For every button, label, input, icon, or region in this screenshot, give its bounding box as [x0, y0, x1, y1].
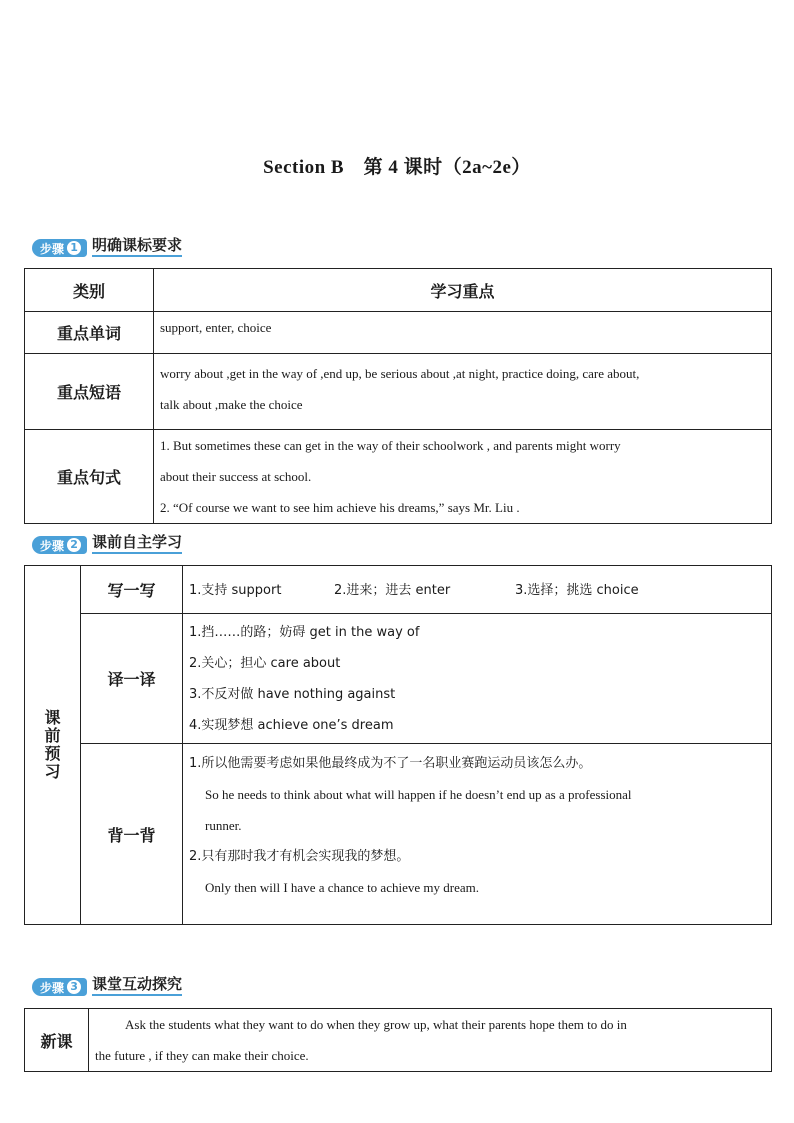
row-content: support, enter, choice	[154, 312, 772, 354]
row-content: worry about ,get in the way of ,end up, be serious about ,at night, practice doing, care about, talk about ,make the choice	[154, 354, 772, 430]
row-category: 重点短语	[25, 354, 154, 430]
translate-content: 1.挡……的路；妨碍 get in the way of 2.关心；担心 care about 3.不反对做 have nothing against 4.实现梦想 achieve one’s dream	[183, 614, 772, 744]
step-3-header	[32, 976, 182, 996]
study-focus-table	[24, 268, 772, 524]
translate-label: 译一译	[81, 614, 183, 744]
table-row	[25, 614, 772, 744]
step-title: 课堂互动探究	[92, 975, 182, 996]
row-category: 重点句式	[25, 430, 154, 524]
table-row	[25, 566, 772, 614]
recite-label: 背一背	[81, 744, 183, 925]
step-badge: 步骤 2	[32, 536, 87, 554]
header-focus: 学习重点	[154, 269, 772, 312]
table-header-row	[25, 269, 772, 312]
step-number: 1	[67, 241, 81, 255]
step-2-header	[32, 534, 182, 554]
step-badge: 步骤 3	[32, 978, 87, 996]
new-lesson-content: Ask the students what they want to do when they grow up, what their parents hope them to do in the future , if they can make their choice.	[89, 1009, 772, 1072]
preview-side-label: 课 前 预 习	[25, 566, 81, 925]
step-title: 课前自主学习	[92, 533, 182, 554]
step-number: 2	[67, 538, 81, 552]
step-badge: 步骤 1	[32, 239, 87, 257]
step-number: 3	[67, 980, 81, 994]
step-title: 明确课标要求	[92, 236, 182, 257]
new-lesson-label: 新课	[25, 1009, 89, 1072]
table-row	[25, 744, 772, 925]
table-row	[25, 354, 772, 430]
table-row	[25, 312, 772, 354]
table-row	[25, 1009, 772, 1072]
new-lesson-table	[24, 1008, 772, 1072]
step-1-header	[32, 237, 182, 257]
write-label: 写一写	[81, 566, 183, 614]
recite-content: 1.所以他需要考虑如果他最终成为不了一名职业赛跑运动员该怎么办。 So he needs to think about what will happen if he doesn’t end up as a professional runner. 2.只有那时我才有机会实现我的梦想。 Only then will I have a chance to achieve my dream.	[183, 744, 772, 925]
row-category: 重点单词	[25, 312, 154, 354]
table-row	[25, 430, 772, 524]
preview-table	[24, 565, 772, 925]
page-title: Section B 第 4 课时（2a~2e）	[263, 157, 531, 178]
row-content: 1. But sometimes these can get in the way of their schoolwork , and parents might worry about their success at school. 2. “Of course we want to see him achieve his dreams,” says Mr. Liu .	[154, 430, 772, 524]
header-category: 类别	[25, 269, 154, 312]
write-content: 1.支持 support 2.进来；进去 enter 3.选择；挑选 choice	[183, 566, 772, 614]
